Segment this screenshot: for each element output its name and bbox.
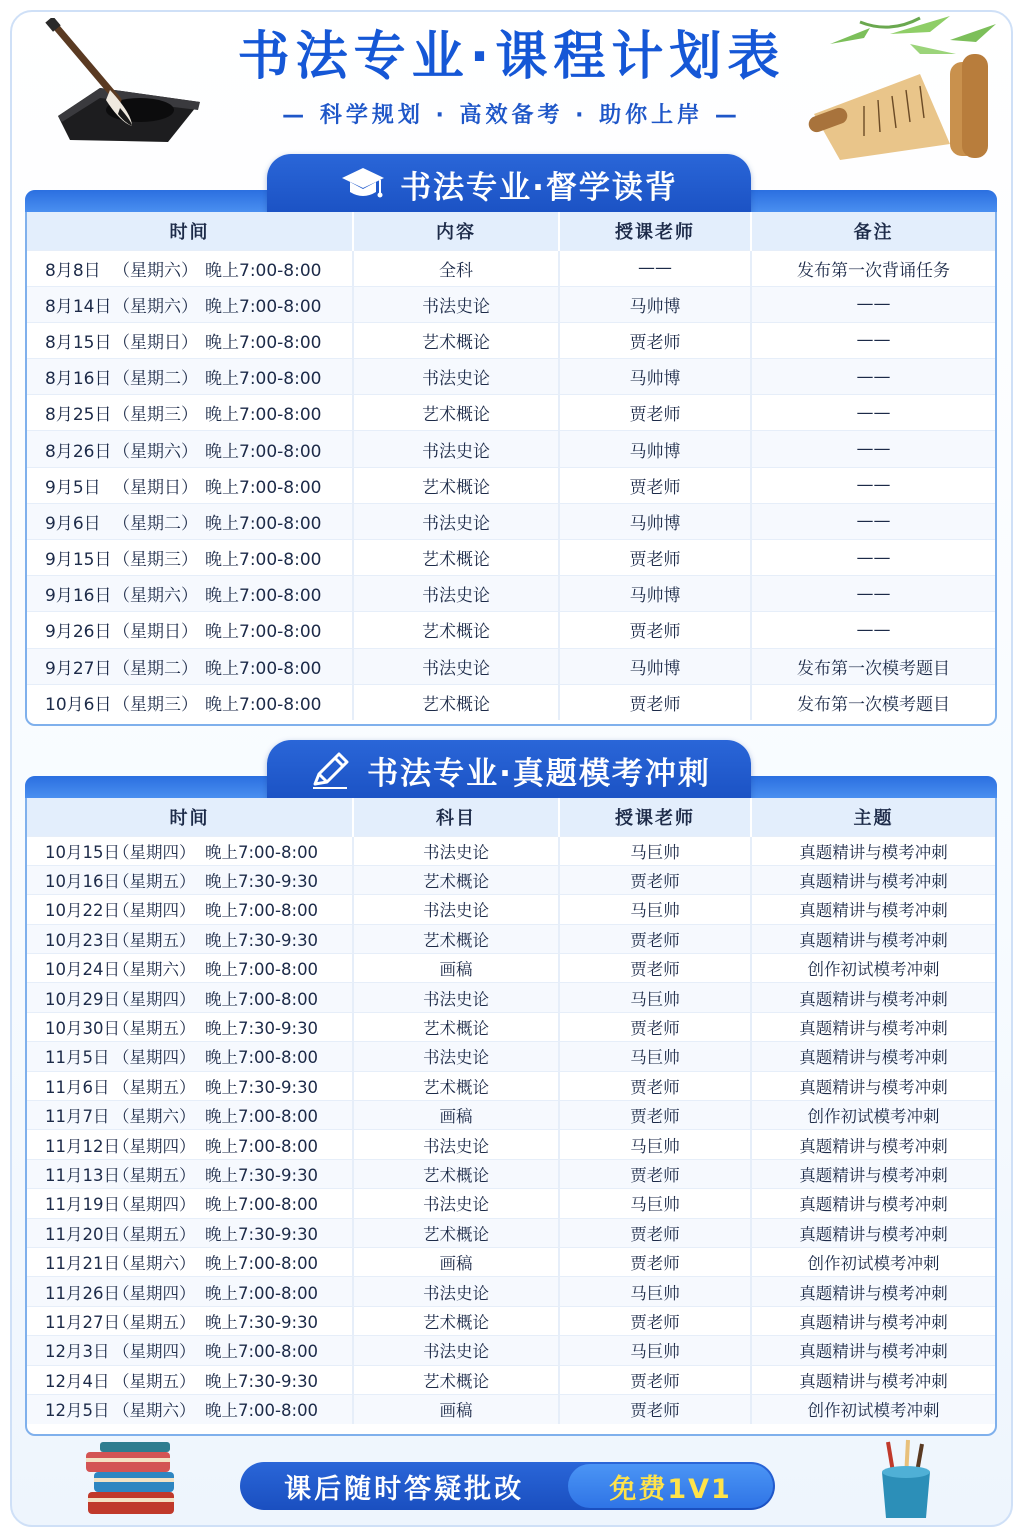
time-cell [27,684,353,720]
weekday: （星期六） [113,960,196,980]
table-row [27,612,995,648]
time-cell [27,983,353,1012]
weekday: （星期五） [113,1165,196,1185]
note-cell: —— [751,612,995,648]
note-cell: 真题精讲与模考冲刺 [751,1336,995,1365]
teacher-cell: 贾老师 [559,1247,751,1276]
note-cell: 真题精讲与模考冲刺 [751,1189,995,1218]
subject-cell: 书法史论 [353,1042,559,1071]
note-cell: 真题精讲与模考冲刺 [751,1071,995,1100]
schedule-table-2 [27,798,995,1424]
time-cell [27,1012,353,1041]
time-slot: 晚上7:00-8:00 [205,1107,319,1127]
note-cell: 真题精讲与模考冲刺 [751,983,995,1012]
table-row [27,1130,995,1159]
time-slot: 晚上7:00-8:00 [205,1048,319,1068]
time-slot: 晚上7:00-8:00 [205,477,322,498]
section-title: 书法专业·督学读背 [400,169,678,206]
date: 12月3日 [45,1342,110,1362]
table-row [27,648,995,684]
note-cell: 真题精讲与模考冲刺 [751,1306,995,1335]
subject-cell: 书法史论 [353,431,559,467]
subject-cell: 书法史论 [353,648,559,684]
table-row [27,954,995,983]
pen-holder-icon [876,1438,936,1520]
time-slot: 晚上7:00-8:00 [205,695,322,716]
weekday: （星期五） [113,1077,196,1097]
subject-cell: 画稿 [353,1394,559,1423]
subject-cell: 书法史论 [353,503,559,539]
subject-cell: 艺术概论 [353,467,559,503]
weekday: （星期二） [113,369,198,390]
weekday: （星期六） [113,296,198,317]
date: 10月23日 [45,930,120,950]
time-slot: 晚上7:00-8:00 [205,441,322,462]
table-row [27,540,995,576]
teacher-cell: 马巨帅 [559,1189,751,1218]
note-cell: —— [751,322,995,358]
time-slot: 晚上7:00-8:00 [205,369,322,390]
teacher-cell: 贾老师 [559,612,751,648]
note-cell: 创作初试模考冲刺 [751,1247,995,1276]
time-cell [27,1394,353,1423]
time-cell [27,1218,353,1247]
note-cell: —— [751,576,995,612]
time-slot: 晚上7:00-8:00 [205,989,319,1009]
date: 10月30日 [45,1019,120,1039]
time-cell [27,865,353,894]
note-cell: —— [751,359,995,395]
date: 9月27日 [45,658,112,679]
time-slot: 晚上7:30-9:30 [205,1312,319,1332]
date: 8月16日 [45,369,112,390]
date: 11月19日 [45,1195,120,1215]
note-cell: 真题精讲与模考冲刺 [751,836,995,865]
pencil-icon [307,750,353,790]
note-cell: 发布第一次模考题目 [751,684,995,720]
subject-cell: 艺术概论 [353,322,559,358]
table-header-row [27,212,995,250]
date: 8月14日 [45,296,112,317]
teacher-cell: 贾老师 [559,684,751,720]
time-slot: 晚上7:00-8:00 [205,405,322,426]
column-header-note: 备注 [751,212,995,250]
page-subtitle: — 科学规划 · 高效备考 · 助你上岸 — [282,103,741,128]
subject-cell: 艺术概论 [353,540,559,576]
date: 10月24日 [45,960,120,980]
section-title-tab [267,740,751,800]
teacher-cell: 贾老师 [559,467,751,503]
note-cell: 真题精讲与模考冲刺 [751,1042,995,1071]
date: 10月15日 [45,842,120,862]
time-cell [27,895,353,924]
subject-cell: 艺术概论 [353,1218,559,1247]
time-cell [27,1277,353,1306]
date: 9月5日 [45,477,101,498]
table-row [27,250,995,286]
teacher-cell: 马巨帅 [559,1042,751,1071]
time-cell [27,250,353,286]
time-slot: 晚上7:00-8:00 [205,960,319,980]
time-slot: 晚上7:30-9:30 [205,930,319,950]
teacher-cell: 贾老师 [559,954,751,983]
time-cell [27,1130,353,1159]
table-row [27,1306,995,1335]
subject-cell: 书法史论 [353,1336,559,1365]
time-slot: 晚上7:00-8:00 [205,1195,319,1215]
subject-cell: 艺术概论 [353,1306,559,1335]
teacher-cell: 贾老师 [559,1306,751,1335]
time-cell [27,612,353,648]
subject-cell: 艺术概论 [353,684,559,720]
subject-cell: 书法史论 [353,286,559,322]
section-supervised-study [25,169,997,726]
time-slot: 晚上7:00-8:00 [205,1283,319,1303]
time-cell [27,431,353,467]
teacher-cell: 贾老师 [559,322,751,358]
table-row [27,503,995,539]
subject-cell: 艺术概论 [353,1365,559,1394]
table-row [27,684,995,720]
subject-cell: 书法史论 [353,1130,559,1159]
time-slot: 晚上7:00-8:00 [205,260,322,281]
table-row [27,395,995,431]
books-icon [82,1440,182,1520]
subject-cell: 艺术概论 [353,395,559,431]
time-cell [27,359,353,395]
weekday: （星期六） [113,260,198,281]
weekday: （星期四） [113,989,196,1009]
weekday: （星期日） [113,332,198,353]
column-header-time: 时间 [27,212,353,250]
time-cell [27,467,353,503]
time-slot: 晚上7:00-8:00 [205,513,322,534]
column-header-time: 时间 [27,798,353,836]
time-cell [27,924,353,953]
date: 11月7日 [45,1107,110,1127]
weekday: （星期三） [113,550,198,571]
subject-cell: 艺术概论 [353,1012,559,1041]
weekday: （星期二） [113,658,198,679]
weekday: （星期五） [113,1019,196,1039]
teacher-cell: 贾老师 [559,1071,751,1100]
column-header-teacher: 授课老师 [559,798,751,836]
teacher-cell: 马巨帅 [559,836,751,865]
subject-cell: 书法史论 [353,359,559,395]
note-cell: —— [751,286,995,322]
time-slot: 晚上7:00-8:00 [205,1401,319,1421]
table-row [27,924,995,953]
weekday: （星期日） [113,622,198,643]
weekday: （星期六） [113,586,198,607]
table-row [27,1247,995,1276]
teacher-cell: 贾老师 [559,395,751,431]
subject-cell: 书法史论 [353,576,559,612]
teacher-cell: 马巨帅 [559,1336,751,1365]
time-cell [27,540,353,576]
graduation-cap-icon [340,164,386,204]
teacher-cell: 贾老师 [559,1394,751,1423]
time-slot: 晚上7:00-8:00 [205,586,322,607]
time-cell [27,1306,353,1335]
weekday: （星期四） [113,1048,196,1068]
schedule-table-1 [27,212,995,720]
note-cell: —— [751,467,995,503]
date: 11月20日 [45,1224,120,1244]
subject-cell: 画稿 [353,1101,559,1130]
table-row [27,865,995,894]
time-cell [27,1247,353,1276]
table-row [27,1394,995,1423]
column-header-teacher: 授课老师 [559,212,751,250]
note-cell: 真题精讲与模考冲刺 [751,865,995,894]
weekday: （星期四） [113,1283,196,1303]
time-cell [27,1336,353,1365]
time-cell [27,1159,353,1188]
teacher-cell: 贾老师 [559,540,751,576]
time-slot: 晚上7:30-9:30 [205,1224,319,1244]
subject-cell: 书法史论 [353,1277,559,1306]
table-row [27,1042,995,1071]
teacher-cell: 贾老师 [559,1159,751,1188]
note-cell: —— [751,395,995,431]
weekday: （星期四） [113,1136,196,1156]
weekday: （星期四） [113,1195,196,1215]
time-slot: 晚上7:30-9:30 [205,1019,319,1039]
note-cell: 真题精讲与模考冲刺 [751,895,995,924]
weekday: （星期三） [113,405,198,426]
subject-cell: 全科 [353,250,559,286]
date: 8月8日 [45,260,101,281]
teacher-cell: 贾老师 [559,1365,751,1394]
teacher-cell: —— [559,250,751,286]
subject-cell: 画稿 [353,954,559,983]
teacher-cell: 马巨帅 [559,1130,751,1159]
table-row [27,1189,995,1218]
free-1v1-badge: 免费1V1 [568,1464,773,1508]
footer-text: 课后随时答疑批改 [284,1473,525,1505]
time-cell [27,648,353,684]
note-cell: 真题精讲与模考冲刺 [751,1277,995,1306]
time-slot: 晚上7:30-9:30 [205,1165,319,1185]
note-cell: 真题精讲与模考冲刺 [751,924,995,953]
date: 10月6日 [45,695,112,716]
table-row [27,1012,995,1041]
subject-cell: 书法史论 [353,983,559,1012]
time-slot: 晚上7:00-8:00 [205,550,322,571]
note-cell: —— [751,431,995,467]
table-row [27,836,995,865]
section-mock-exam-sprint [25,755,997,1436]
subject-cell: 书法史论 [353,895,559,924]
note-cell: —— [751,540,995,576]
teacher-cell: 马帅博 [559,286,751,322]
teacher-cell: 马巨帅 [559,895,751,924]
teacher-cell: 马帅博 [559,648,751,684]
time-cell [27,1101,353,1130]
note-cell: 发布第一次背诵任务 [751,250,995,286]
table-row [27,1071,995,1100]
table-row [27,1277,995,1306]
column-header-content: 内容 [353,212,559,250]
subject-cell: 艺术概论 [353,1071,559,1100]
weekday: （星期二） [113,513,198,534]
teacher-cell: 贾老师 [559,1218,751,1247]
time-slot: 晚上7:30-9:30 [205,872,319,892]
note-cell: 创作初试模考冲刺 [751,954,995,983]
date: 12月5日 [45,1401,110,1421]
time-slot: 晚上7:00-8:00 [205,658,322,679]
subject-cell: 艺术概论 [353,1159,559,1188]
note-cell: 创作初试模考冲刺 [751,1101,995,1130]
date: 9月26日 [45,622,112,643]
note-cell: 真题精讲与模考冲刺 [751,1218,995,1247]
weekday: （星期六） [113,1401,196,1421]
teacher-cell: 马帅博 [559,359,751,395]
date: 9月15日 [45,550,112,571]
table-row [27,322,995,358]
weekday: （星期五） [113,1371,196,1391]
table-row [27,1159,995,1188]
time-slot: 晚上7:30-9:30 [205,1371,319,1391]
weekday: （星期六） [113,1254,196,1274]
weekday: （星期四） [113,901,196,921]
time-slot: 晚上7:00-8:00 [205,901,319,921]
time-slot: 晚上7:00-8:00 [205,622,322,643]
date: 12月4日 [45,1371,110,1391]
note-cell: 发布第一次模考题目 [751,648,995,684]
time-slot: 晚上7:00-8:00 [205,842,319,862]
table-header-row [27,798,995,836]
teacher-cell: 贾老师 [559,1101,751,1130]
table-row [27,895,995,924]
subject-cell: 画稿 [353,1247,559,1276]
time-cell [27,954,353,983]
time-cell [27,1189,353,1218]
teacher-cell: 贾老师 [559,924,751,953]
weekday: （星期六） [113,1107,196,1127]
teacher-cell: 马帅博 [559,576,751,612]
page-title: 书法专业·课程计划表 [237,27,786,87]
subject-cell: 书法史论 [353,836,559,865]
weekday: （星期六） [113,441,198,462]
date: 8月15日 [45,332,112,353]
date: 11月27日 [45,1312,120,1332]
weekday: （星期日） [113,477,198,498]
time-slot: 晚上7:00-8:00 [205,296,322,317]
table-row [27,359,995,395]
date: 10月22日 [45,901,120,921]
date: 10月29日 [45,989,120,1009]
note-cell: 创作初试模考冲刺 [751,1394,995,1423]
weekday: （星期四） [113,842,196,862]
table-row [27,983,995,1012]
time-slot: 晚上7:00-8:00 [205,332,322,353]
table-row [27,467,995,503]
table-row [27,1336,995,1365]
subject-cell: 艺术概论 [353,612,559,648]
teacher-cell: 马巨帅 [559,1277,751,1306]
teacher-cell: 马帅博 [559,431,751,467]
table-row [27,1101,995,1130]
subject-cell: 艺术概论 [353,924,559,953]
teacher-cell: 马巨帅 [559,983,751,1012]
time-slot: 晚上7:00-8:00 [205,1254,319,1274]
date: 11月5日 [45,1048,110,1068]
subject-cell: 书法史论 [353,1189,559,1218]
date: 9月6日 [45,513,101,534]
section-title-tab [267,154,751,214]
time-slot: 晚上7:00-8:00 [205,1136,319,1156]
time-cell [27,286,353,322]
weekday: （星期五） [113,1312,196,1332]
table-row [27,576,995,612]
subject-cell: 艺术概论 [353,865,559,894]
time-cell [27,322,353,358]
date: 10月16日 [45,872,120,892]
time-cell [27,576,353,612]
time-cell [27,1071,353,1100]
footer-banner [240,1462,775,1510]
date: 11月21日 [45,1254,120,1274]
teacher-cell: 贾老师 [559,1012,751,1041]
column-header-subject: 科目 [353,798,559,836]
column-header-theme: 主题 [751,798,995,836]
table-row [27,1218,995,1247]
note-cell: 真题精讲与模考冲刺 [751,1365,995,1394]
date: 8月25日 [45,405,112,426]
note-cell: 真题精讲与模考冲刺 [751,1159,995,1188]
teacher-cell: 马帅博 [559,503,751,539]
date: 11月26日 [45,1283,120,1303]
time-slot: 晚上7:00-8:00 [205,1342,319,1362]
weekday: （星期五） [113,872,196,892]
time-cell [27,1042,353,1071]
time-cell [27,503,353,539]
teacher-cell: 贾老师 [559,865,751,894]
date: 8月26日 [45,441,112,462]
date: 11月12日 [45,1136,120,1156]
weekday: （星期四） [113,1342,196,1362]
note-cell: 真题精讲与模考冲刺 [751,1130,995,1159]
date: 11月6日 [45,1077,110,1097]
note-cell: 真题精讲与模考冲刺 [751,1012,995,1041]
note-cell: —— [751,503,995,539]
time-cell [27,1365,353,1394]
time-slot: 晚上7:30-9:30 [205,1077,319,1097]
date: 9月16日 [45,586,112,607]
section-title: 书法专业·真题模考冲刺 [367,755,711,792]
table-row [27,286,995,322]
weekday: （星期五） [113,1224,196,1244]
time-cell [27,836,353,865]
weekday: （星期三） [113,695,198,716]
weekday: （星期五） [113,930,196,950]
table-row [27,1365,995,1394]
date: 11月13日 [45,1165,120,1185]
table-row [27,431,995,467]
time-cell [27,395,353,431]
